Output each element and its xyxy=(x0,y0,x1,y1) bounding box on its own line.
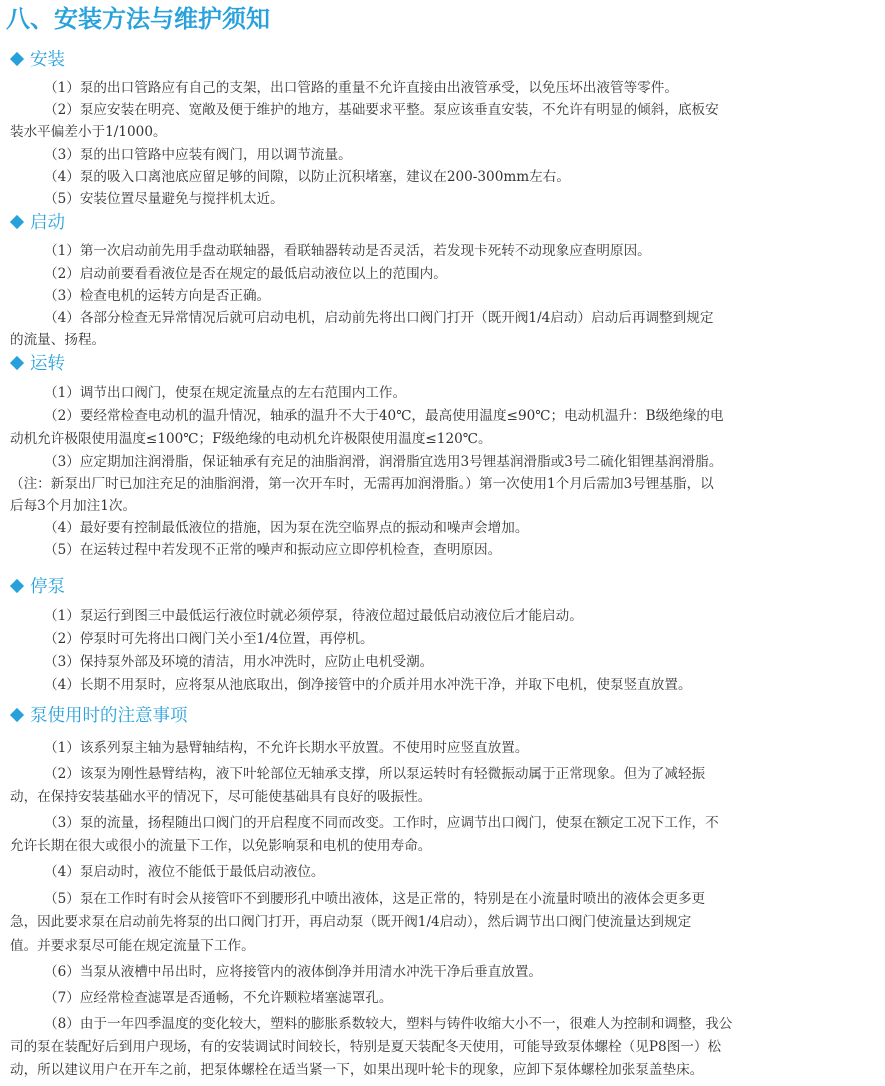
paragraph-line: （2）停泵时可先将出口阀门关小至1/4位置，再停机。 xyxy=(44,631,374,647)
paragraph-line: 装水平偏差小于1/1000。 xyxy=(10,124,167,140)
paragraph-line: （3）泵的出口管路中应装有阀门，用以调节流量。 xyxy=(44,147,352,163)
section-heading-run xyxy=(10,353,65,375)
paragraph-line: （1）第一次启动前先用手盘动联轴器，看联轴器转动是否灵活，若发现卡死转不动现象应查明原因。 xyxy=(44,243,651,259)
section-heading-label: 运转 xyxy=(30,354,65,374)
paragraph-line: （8）由于一年四季温度的变化较大，塑料的膨胀系数较大，塑料与铸件收缩大小不一，很难人为控制和调整，我公 xyxy=(44,1016,733,1032)
paragraph-line: （6）当泵从液槽中吊出时，应将接管内的液体倒净并用清水冲洗干净后垂直放置。 xyxy=(44,964,543,980)
diamond-bullet-icon xyxy=(10,708,24,722)
paragraph-line: 动，所以建议用户在开车之前，把泵体螺栓在适当紧一下，如果出现叶轮卡的现象，应卸下泵体螺栓加张泵盖垫床。 xyxy=(10,1062,704,1078)
paragraph-line: （3）保持泵外部及环境的清洁，用水冲洗时，应防止电机受潮。 xyxy=(44,654,434,670)
diamond-bullet-icon xyxy=(10,356,24,370)
paragraph-line: （4）泵的吸入口离池底应留足够的间隙，以防止沉积堵塞，建议在200-300mm左右。 xyxy=(44,169,570,185)
paragraph-line: 急，因此要求泵在启动前先将泵的出口阀门打开，再启动泵（既开阀1/4启动），然后调节出口阀门使流量达到规定 xyxy=(10,914,692,930)
paragraph-line: （1）泵运行到图三中最低运行液位时就必须停泵，待液位超过最低启动液位后才能启动。 xyxy=(44,608,583,624)
diamond-bullet-icon xyxy=(10,52,24,66)
page-title: 八、安装方法与维护须知 xyxy=(6,5,270,33)
section-heading-label: 安装 xyxy=(30,50,65,70)
paragraph-line: （3）泵的流量，扬程随出口阀门的开启程度不同而改变。工作时，应调节出口阀门，使泵在额定工况下工作，不 xyxy=(44,815,719,831)
paragraph-line: 允许长期在很大或很小的流量下工作，以免影响泵和电机的使用寿命。 xyxy=(10,838,432,854)
paragraph-line: 后每3个月加注1次。 xyxy=(10,498,137,514)
paragraph-line: （1）泵的出口管路应有自己的支架，出口管路的重量不允许直接由出液管承受，以免压坏出液管等零件。 xyxy=(44,80,678,96)
diamond-bullet-icon xyxy=(10,579,24,593)
paragraph-line: （1）调节出口阀门，使泵在规定流量点的左右范围内工作。 xyxy=(44,385,407,401)
section-heading-label: 停泵 xyxy=(30,577,65,597)
paragraph-line: 动机允许极限使用温度≤100℃；F级绝缘的电动机允许极限使用温度≤120℃。 xyxy=(10,431,492,447)
paragraph-line: （4）各部分检查无异常情况后就可启动电机，启动前先将出口阀门打开（既开阀1/4启动）启动后再调整到规定 xyxy=(44,310,714,326)
paragraph-line: （1）该系列泵主轴为悬臂轴结构，不允许长期水平放置。不使用时应竖直放置。 xyxy=(44,740,529,756)
section-heading-start xyxy=(10,212,65,234)
paragraph-line: （5）安装位置尽量避免与搅拌机太近。 xyxy=(44,191,284,207)
paragraph-line: （注：新泵出厂时已加注充足的油脂润滑，第一次开车时，无需再加润滑脂。）第一次使用1个月后需加3号锂基脂，以 xyxy=(10,476,714,492)
paragraph-line: （4）最好要有控制最低液位的措施，因为泵在洗空临界点的振动和噪声会增加。 xyxy=(44,520,529,536)
paragraph-line: （2）泵应安装在明亮、宽敞及便于维护的地方，基础要求平整。泵应该垂直安装，不允许有明显的倾斜，底板安 xyxy=(44,102,719,118)
paragraph-line: （4）长期不用泵时，应将泵从池底取出，倒净接管中的介质并用水冲洗干净，并取下电机，使泵竖直放置。 xyxy=(44,677,692,693)
diamond-bullet-icon xyxy=(10,215,24,229)
section-heading-stop xyxy=(10,576,65,598)
paragraph-line: （3）应定期加注润滑脂，保证轴承有充足的油脂润滑，润滑脂宜选用3号锂基润滑脂或3号二硫化钼锂基润滑脂。 xyxy=(44,454,723,470)
section-heading-label: 启动 xyxy=(30,213,65,233)
paragraph-line: 司的泵在装配好后到用户现场，有的安装调试时间较长，特别是夏天装配冬天使用，可能导致泵体螺栓（见P8图一）松 xyxy=(10,1039,722,1055)
paragraph-line: （7）应经常检查滤罩是否通畅，不允许颗粒堵塞滤罩孔。 xyxy=(44,990,393,1006)
paragraph-line: （2）启动前要看看液位是否在规定的最低启动液位以上的范围内。 xyxy=(44,266,447,282)
section-heading-label: 泵使用时的注意事项 xyxy=(30,706,188,726)
section-heading-notes xyxy=(10,705,188,727)
paragraph-line: 值。并要求泵尽可能在规定流量下工作。 xyxy=(10,938,255,954)
paragraph-line: （5）泵在工作时有时会从接管吓不到腰形孔中喷出液体，这是正常的，特别是在小流量时喷出的液体会更多更 xyxy=(44,891,706,907)
section-heading-install xyxy=(10,49,65,71)
paragraph-line: （2）要经常检查电动机的温升情况，轴承的温升不大于40℃，最高使用温度≤90℃；电动机温升：B级绝缘的电 xyxy=(44,408,724,424)
paragraph-line: （5）在运转过程中若发现不正常的噪声和振动应立即停机检查，查明原因。 xyxy=(44,542,502,558)
paragraph-line: （3）检查电机的运转方向是否正确。 xyxy=(44,288,271,304)
paragraph-line: （4）泵启动时，液位不能低于最低启动液位。 xyxy=(44,864,325,880)
paragraph-line: 的流量、扬程。 xyxy=(10,332,106,348)
paragraph-line: 动，在保持安装基础水平的情况下，尽可能使基础具有良好的吸振性。 xyxy=(10,789,432,805)
paragraph-line: （2）该泵为刚性悬臂结构，液下叶轮部位无轴承支撑，所以泵运转时有轻微振动属于正常现象。但为了减轻振 xyxy=(44,766,706,782)
